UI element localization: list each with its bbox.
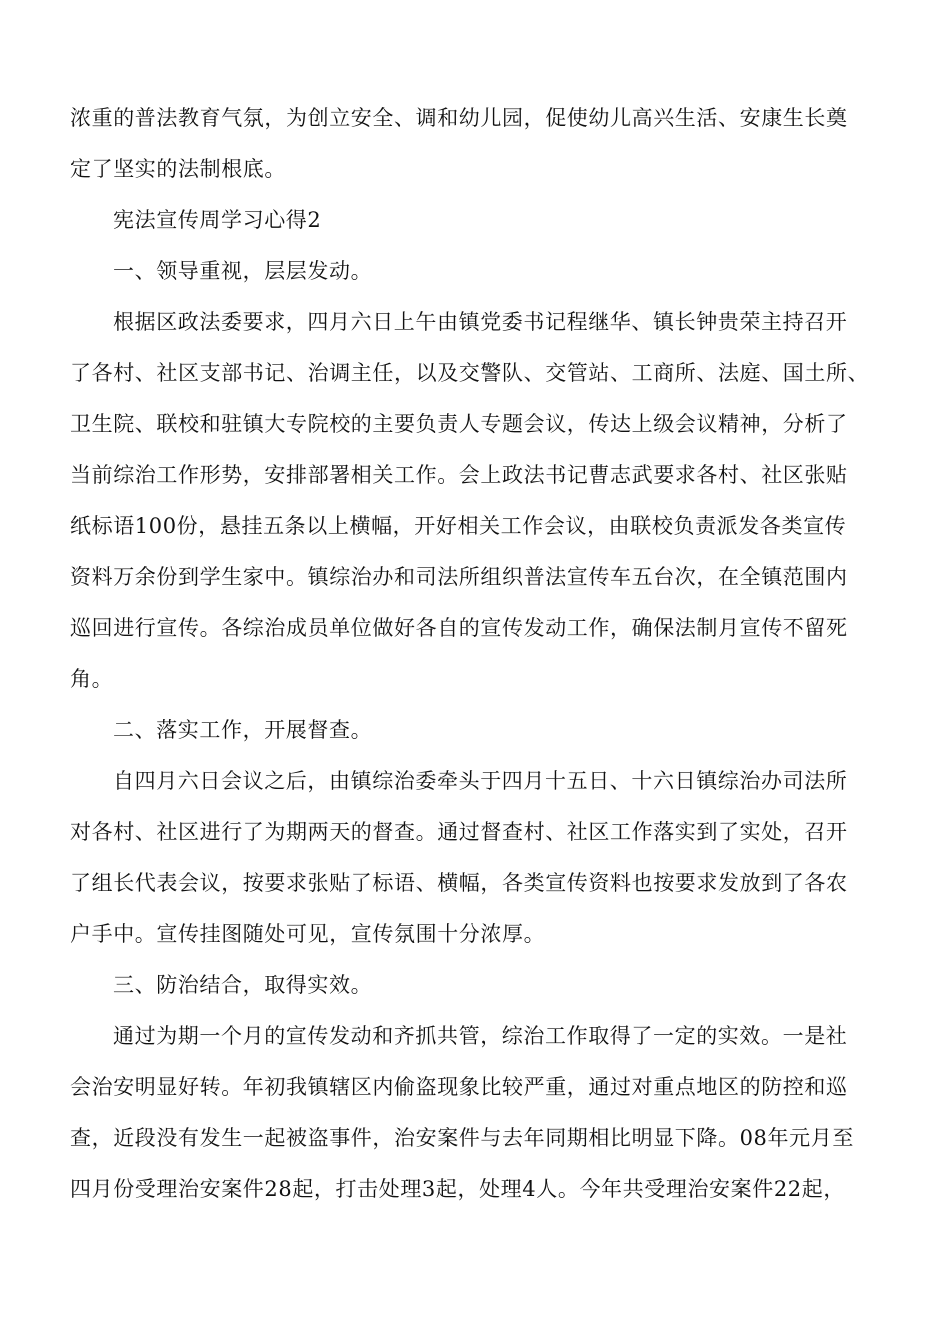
paragraph-line: 四月份受理治安案件28起，打击处理3起，处理4人。今年共受理治安案件22起， <box>70 1177 845 1201</box>
paragraph-line: 查，近段没有发生一起被盗事件，治安案件与去年同期相比明显下降。08年元月至 <box>70 1126 854 1150</box>
paragraph-line: 根据区政法委要求，四月六日上午由镇党委书记程继华、镇长钟贵荣主持召开 <box>113 310 848 334</box>
section-heading: 二、落实工作，开展督查。 <box>113 718 373 742</box>
paragraph-line: 当前综治工作形势，安排部署相关工作。会上政法书记曹志武要求各村、社区张贴 <box>70 463 848 487</box>
paragraph-line: 角。 <box>70 667 114 691</box>
paragraph-line: 户手中。宣传挂图随处可见，宣传氛围十分浓厚。 <box>70 922 546 946</box>
section-heading: 三、防治结合，取得实效。 <box>113 973 373 997</box>
text-line: 浓重的普法教育气氛，为创立安全、调和幼儿园，促使幼儿高兴生活、安康生长奠 <box>70 106 848 130</box>
paragraph-line: 自四月六日会议之后，由镇综治委牵头于四月十五日、十六日镇综治办司法所 <box>113 769 848 793</box>
paragraph-line: 卫生院、联校和驻镇大专院校的主要负责人专题会议，传达上级会议精神，分析了 <box>70 412 848 436</box>
paragraph-line: 了各村、社区支部书记、治调主任，以及交警队、交管站、工商所、法庭、国土所、 <box>70 361 870 385</box>
paragraph-line: 了组长代表会议，按要求张贴了标语、横幅，各类宣传资料也按要求发放到了各农 <box>70 871 848 895</box>
section-heading: 一、领导重视，层层发动。 <box>113 259 373 283</box>
paragraph-line: 资料万余份到学生家中。镇综治办和司法所组织普法宣传车五台次，在全镇范围内 <box>70 565 848 589</box>
section-title: 宪法宣传周学习心得2 <box>113 208 322 232</box>
text-line: 定了坚实的法制根底。 <box>70 157 286 181</box>
paragraph-line: 纸标语100份，悬挂五条以上横幅，开好相关工作会议，由联校负责派发各类宣传 <box>70 514 847 538</box>
document-page <box>70 93 890 1215</box>
paragraph-line: 会治安明显好转。年初我镇辖区内偷盗现象比较严重，通过对重点地区的防控和巡 <box>70 1075 848 1099</box>
paragraph-line: 对各村、社区进行了为期两天的督查。通过督查村、社区工作落实到了实处，召开 <box>70 820 848 844</box>
paragraph-line: 巡回进行宣传。各综治成员单位做好各自的宣传发动工作，确保法制月宣传不留死 <box>70 616 848 640</box>
paragraph-line: 通过为期一个月的宣传发动和齐抓共管，综治工作取得了一定的实效。一是社 <box>113 1024 848 1048</box>
